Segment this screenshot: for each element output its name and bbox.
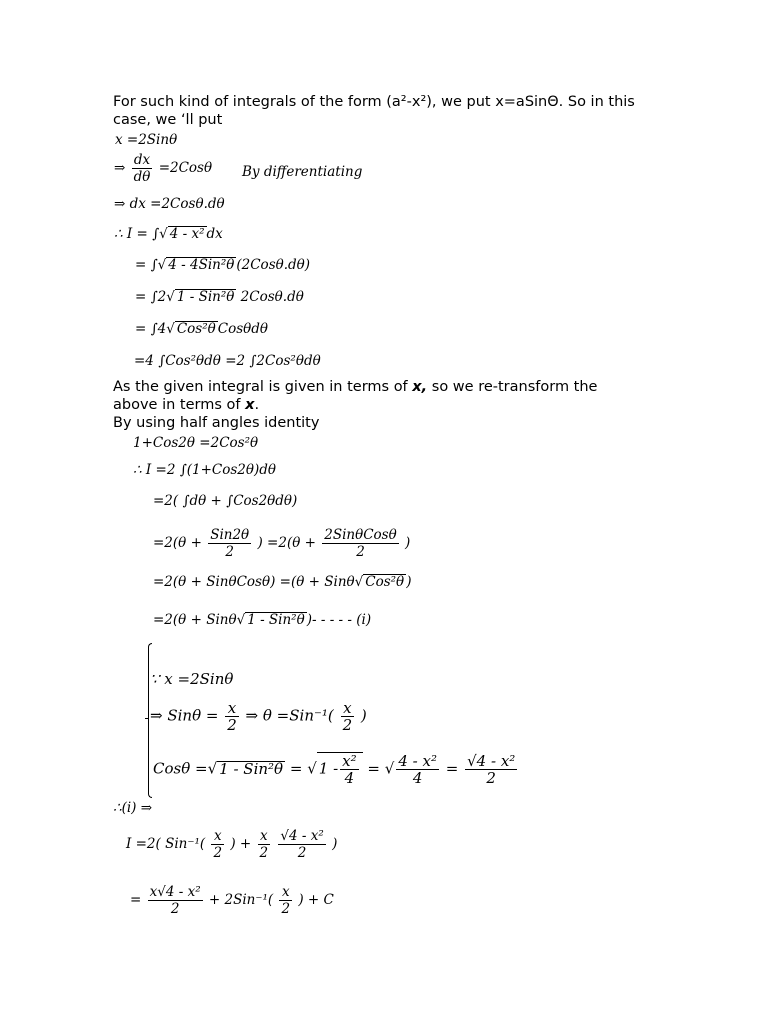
middle-paragraph xyxy=(113,378,673,432)
identity-step-4: =2(θ + SinθCosθ) =(θ + Sinθ√ Cos²θ ) xyxy=(153,574,412,590)
derivative-equation: ⇒ $\frac{dx}{d\theta}$ =2Cosθ xyxy=(114,152,213,185)
final-step-1: I =2( Sin⁻¹( $\frac{x}{2}$ ) + $\frac{x}{2}$ $\frac{\text{√4 - x²}}{2}$ ) xyxy=(126,828,338,861)
identity-step-2: =2( ∫dθ + ∫Cos2θdθ) xyxy=(153,493,298,509)
integral-step-1: ∴ I = ∫√ 4 - x² dx xyxy=(114,226,223,242)
integral-step-3: = ∫2√ 1 - Sin²θ 2Cosθ.dθ xyxy=(135,289,304,305)
intro-line-2: case, we ‘ll put xyxy=(113,112,223,128)
middle-line-2: above in terms of x. xyxy=(113,397,260,413)
final-step-2: = $\frac{\text{x√4 - x²}}{2}$ + 2Sin⁻¹( $\frac{x}{2}$ ) + C xyxy=(130,884,334,917)
middle-line-1: As the given integral is given in terms of x, so we re-transform the xyxy=(113,379,598,395)
dx-dtheta-fraction: $\frac{dx}{d\theta}$ xyxy=(133,152,151,185)
brace-line-1: ∵ x =2Sinθ xyxy=(150,670,234,688)
intro-paragraph xyxy=(113,93,673,129)
integral-step-5: =4 ∫Cos²θdθ =2 ∫2Cos²θdθ xyxy=(134,353,321,369)
integral-step-2: = ∫√ 4 - 4Sin²θ (2Cosθ.dθ) xyxy=(135,257,311,273)
identity-step-3: =2(θ + $\frac{\text{Sin2θ}}{2}$ ) =2(θ + $\frac{\text{2SinθCosθ}}{2}$ ) xyxy=(153,527,411,560)
identity-step-5: =2(θ + Sinθ√ 1 - Sin²θ )- - - - - (i) xyxy=(153,612,372,628)
brace-line-3: Cosθ =√ 1 - Sin²θ = √ 1 - $\frac{\text{x²}}{4}$ = √ $\frac{\text{4 - x²}}{4}$ = $\frac{\text{√4 - x²}}{2}$ xyxy=(153,752,516,787)
middle-line-3: By using half angles identity xyxy=(113,415,320,431)
dx-equation: ⇒ dx =2Cosθ.dθ xyxy=(114,196,225,212)
substitution-equation: x =2Sinθ xyxy=(115,132,178,148)
half-angle-identity: 1+Cos2θ =2Cos²θ xyxy=(133,435,259,451)
integral-step-4: = ∫4√ Cos²θ Cosθdθ xyxy=(135,321,269,337)
by-differentiating-note: By differentiating xyxy=(242,164,363,180)
intro-line-1: For such kind of integrals of the form (a²-x²), we put x=aSinΘ. So in this xyxy=(113,94,635,110)
brace-line-2: ⇒ Sinθ = $\frac{x}{2}$ ⇒ θ =Sin⁻¹( $\frac{x}{2}$ ) xyxy=(150,699,367,734)
identity-step-1: ∴ I =2 ∫(1+Cos2θ)dθ xyxy=(133,462,277,478)
left-brace-tip xyxy=(145,718,149,719)
therefore-i: ∴(i) ⇒ xyxy=(113,800,153,816)
